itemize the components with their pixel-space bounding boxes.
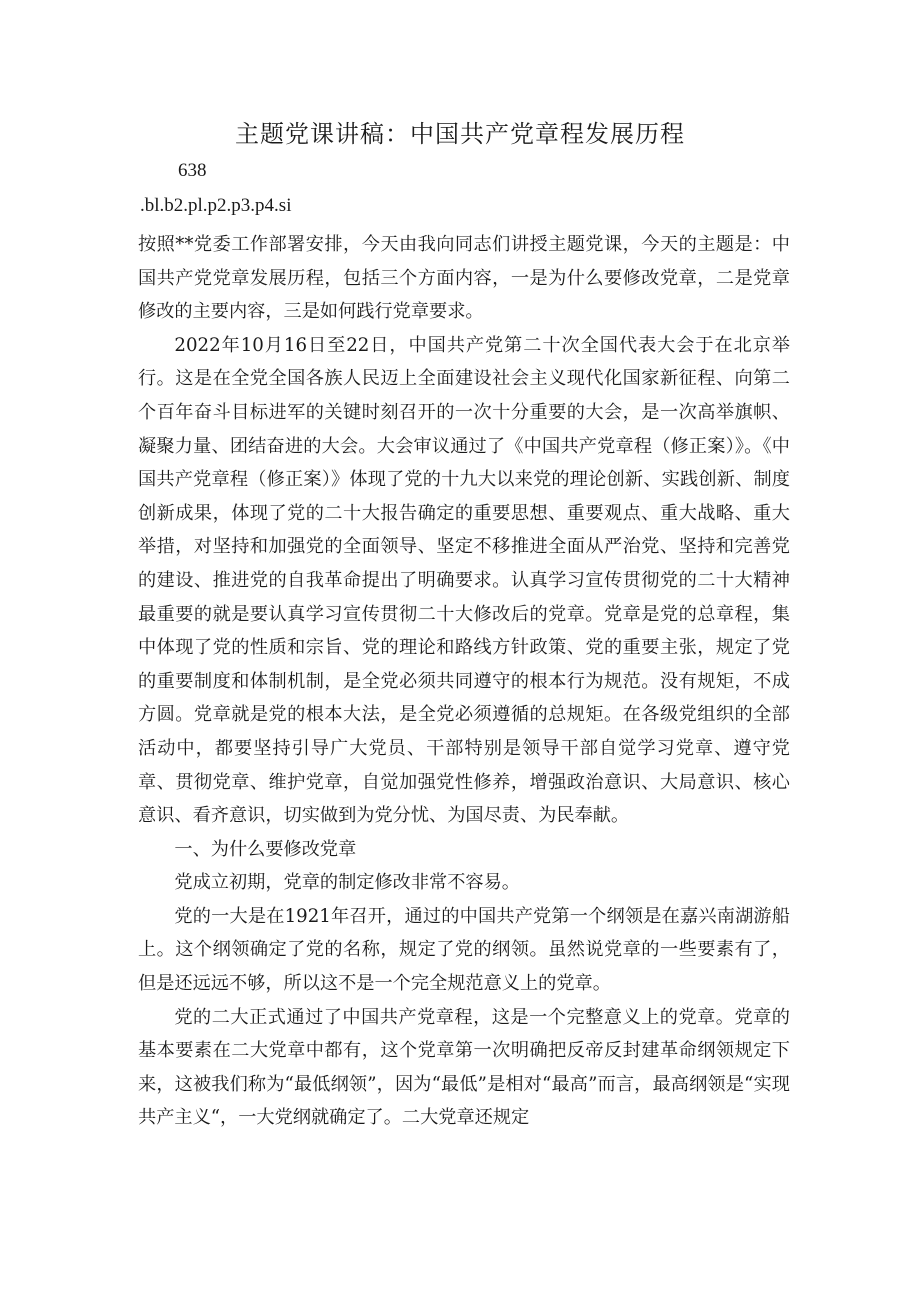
document-meta-code: .bl.b2.pl.p2.p3.p4.si [140, 195, 292, 216]
section-heading-1: 一、为什么要修改党章 [174, 838, 357, 860]
document-meta-number: 638 [178, 160, 207, 181]
document-body [138, 228, 790, 1135]
paragraph-intro: 按照**党委工作部署安排，今天由我向同志们讲授主题党课，今天的主题是：中国共产党党章发展历程，包括三个方面内容，一是为什么要修改党章，二是党章修改的主要内容，三是如何践行党章要求。 [138, 234, 790, 323]
paragraph-early-period: 党成立初期，党章的制定修改非常不容易。 [174, 872, 520, 894]
paragraph-second-congress: 党的二大正式通过了中国共产党章程，这是一个完整意义上的党章。党章的基本要素在二大党章中都有，这个党章第一次明确把反帝反封建革命纲领规定下来，这被我们称为“最低纲领”，因为“最低”是相对“最高”而言，最高纲领是“实现共产主义“，一大党纲就确定了。二大党章还规定 [138, 1006, 790, 1129]
document-title: 主题党课讲稿：中国共产党章程发展历程 [235, 120, 685, 148]
paragraph-congress: 2022年10月16日至22日，中国共产党第二十次全国代表大会于在北京举行。这是在全党全国各族人民迈上全面建设社会主义现代化国家新征程、向第二个百年奋斗目标进军的关键时刻召开的一次十分重要的大会，是一次高举旗帜、凝聚力量、团结奋进的大会。大会审议通过了《中国共产党章程（修正案）》。《中国共产党章程（修正案）》体现了党的十九大以来党的理论创新、实践创新、制度创新成果，体现了党的二十大报告确定的重要思想、重要观点、重大战略、重大举措，对坚持和加强党的全面领导、坚定不移推进全面从严治党、坚持和完善党的建设、推进党的自我革命提出了明确要求。认真学习宣传贯彻党的二十大精神最重要的就是要认真学习宣传贯彻二十大修改后的党章。党章是党的总章程，集中体现了党的性质和宗旨、党的理论和路线方针政策、党的重要主张，规定了党的重要制度和体制机制，是全党必须共同遵守的根本行为规范。没有规矩，不成方圆。党章就是党的根本大法，是全党必须遵循的总规矩。在各级党组织的全部活动中，都要坚持引导广大党员、干部特别是领导干部自觉学习党章、遵守党章、贯彻党章、维护党章，自觉加强党性修养，增强政治意识、大局意识、核心意识、看齐意识，切实做到为党分忧、为国尽责、为民奉献。 [138, 334, 790, 827]
paragraph-first-congress: 党的一大是在1921年召开，通过的中国共产党第一个纲领是在嘉兴南湖游船上。这个纲领确定了党的名称，规定了党的纲领。虽然说党章的一些要素有了，但是还远远不够，所以这不是一个完全规范意义上的党章。 [138, 905, 790, 995]
